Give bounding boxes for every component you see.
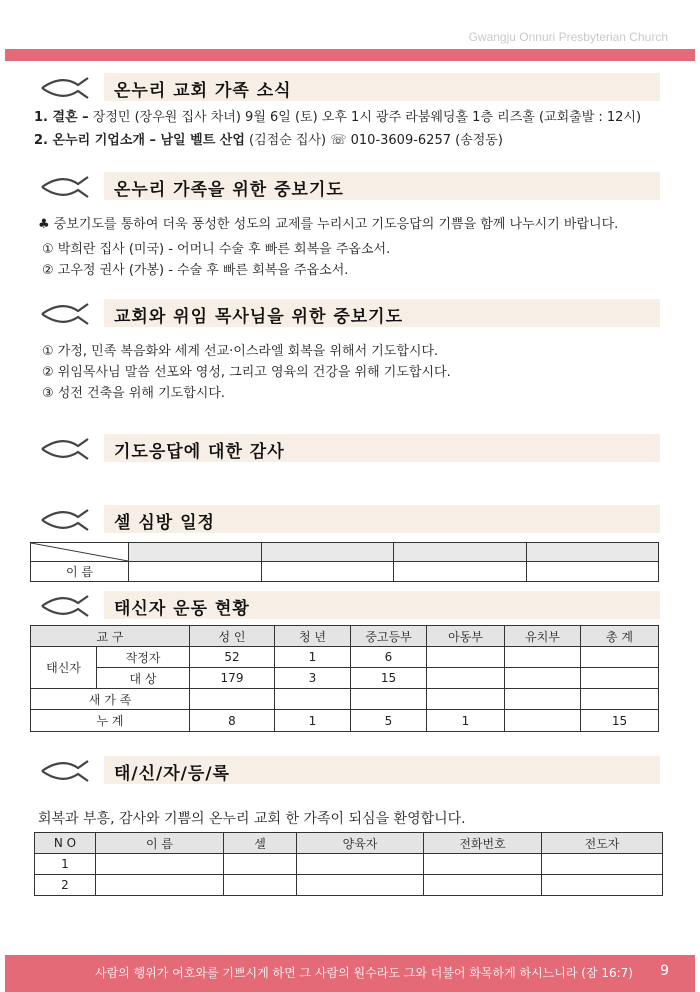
- table-cell: [427, 647, 505, 668]
- table-cell: 15: [581, 710, 659, 732]
- intercession-item: ① 박희란 집사 (미국) - 어머니 수술 후 빠른 회복을 주옵소서.: [42, 242, 391, 257]
- table-cell: [526, 543, 659, 562]
- section-header-cell-visit: [40, 505, 660, 533]
- table-cell: 1: [427, 710, 505, 732]
- table-cell: [427, 668, 505, 689]
- footer-verse: 사람의 행위가 여호와를 기쁘시게 하면 그 사람의 원수라도 그와 더불어 화목하게 하시느니라 (잠 16:7): [95, 966, 633, 980]
- group-label: 태신자: [31, 647, 97, 689]
- table-cell: [581, 689, 659, 710]
- header-cell: 유치부: [505, 626, 581, 647]
- header-cell: 전화번호: [424, 833, 542, 854]
- table-cell: [261, 562, 394, 582]
- section-header-church-prayer: [40, 299, 660, 327]
- row-label: 대 상: [97, 668, 190, 689]
- table-cell: [394, 543, 527, 562]
- table-cell: [526, 562, 659, 582]
- church-name: Gwangju Onnuri Presbyterian Church: [468, 30, 668, 44]
- evangelism-table: [30, 625, 659, 732]
- table-cell: [505, 689, 581, 710]
- registration-table: [34, 832, 663, 896]
- fish-icon: [40, 436, 92, 462]
- family-news-item-1: 1. 결혼 – 장정민 (장우원 집사 차녀) 9월 6일 (토) 오후 1시 광주 라붐웨딩홀 1층 리즈홀 (교회출발 : 12시): [34, 110, 642, 125]
- top-accent-bar: [5, 49, 695, 61]
- section-title: 셀 심방 일정: [114, 513, 215, 533]
- table-cell: [351, 689, 427, 710]
- table-cell: [224, 875, 297, 896]
- table-cell: 179: [190, 668, 275, 689]
- section-header-evangelism: [40, 591, 660, 619]
- section-header-thanks: [40, 434, 660, 462]
- row-label: 새 가 족: [31, 689, 190, 710]
- fish-icon: [40, 174, 92, 200]
- header-cell: 양육자: [297, 833, 424, 854]
- section-title: 온누리 교회 가족 소식: [114, 81, 292, 101]
- table-cell: 1: [275, 647, 351, 668]
- table-cell: 1: [275, 710, 351, 732]
- church-prayer-item: ① 가정, 민족 복음화와 세계 선교·이스라엘 회복을 위해서 기도합시다.: [42, 344, 439, 359]
- table-cell: [424, 854, 542, 875]
- table-cell: 52: [190, 647, 275, 668]
- header-cell: 아동부: [427, 626, 505, 647]
- intercession-intro: ♣ 중보기도를 통하여 더욱 풍성한 성도의 교제를 누리시고 기도응답의 기쁨을 함께 나누시기 바랍니다.: [38, 217, 619, 232]
- table-cell: 15: [351, 668, 427, 689]
- row-number: 2: [35, 875, 96, 896]
- table-cell: [297, 875, 424, 896]
- header-cell: N O: [35, 833, 96, 854]
- table-cell: [542, 875, 663, 896]
- section-header-intercession: [40, 172, 660, 200]
- table-cell: [129, 543, 262, 562]
- header-cell: 성 인: [190, 626, 275, 647]
- fish-icon: [40, 507, 92, 533]
- table-cell: [96, 875, 224, 896]
- table-cell: 8: [190, 710, 275, 732]
- section-title: 태/신/자/등/록: [114, 764, 230, 784]
- family-news-item-2: 2. 온누리 기업소개 – 남일 벨트 산업 (김점순 집사) ☏ 010-3609-6257 (송정동): [34, 133, 503, 148]
- table-cell: [581, 668, 659, 689]
- table-cell: [297, 854, 424, 875]
- header-cell: 중고등부: [351, 626, 427, 647]
- table-cell: [129, 562, 262, 582]
- table-cell: [427, 689, 505, 710]
- table-cell: [96, 854, 224, 875]
- section-header-family-news: [40, 73, 660, 101]
- registration-welcome: 회복과 부흥, 감사와 기쁨의 온누리 교회 한 가족이 되심을 환영합니다.: [38, 811, 466, 827]
- diagonal-cell: [31, 543, 129, 562]
- table-cell: 3: [275, 668, 351, 689]
- section-header-registration: [40, 756, 660, 784]
- section-title: 교회와 위임 목사님을 위한 중보기도: [114, 307, 404, 327]
- fish-icon: [40, 75, 92, 101]
- table-cell: [261, 543, 394, 562]
- row-label: 누 계: [31, 710, 190, 732]
- header-cell: 이 름: [96, 833, 224, 854]
- table-cell: [542, 854, 663, 875]
- intercession-item: ② 고우정 권사 (가봉) - 수술 후 빠른 회복을 주옵소서.: [42, 263, 349, 278]
- table-cell: [505, 647, 581, 668]
- fish-icon: [40, 758, 92, 784]
- name-label: 이 름: [31, 562, 129, 582]
- header-cell: 청 년: [275, 626, 351, 647]
- fish-icon: [40, 593, 92, 619]
- section-title: 태신자 운동 현황: [114, 599, 250, 619]
- header-cell: 교 구: [31, 626, 190, 647]
- table-cell: [581, 647, 659, 668]
- fish-icon: [40, 301, 92, 327]
- cell-visit-table: [30, 542, 659, 582]
- header-cell: 전도자: [542, 833, 663, 854]
- church-prayer-item: ② 위임목사님 말씀 선포와 영성, 그리고 영육의 건강을 위해 기도합시다.: [42, 365, 451, 380]
- section-title: 온누리 가족을 위한 중보기도: [114, 180, 344, 200]
- footer-bar: [5, 955, 695, 992]
- row-number: 1: [35, 854, 96, 875]
- section-title: 기도응답에 대한 감사: [114, 442, 285, 462]
- table-cell: 5: [351, 710, 427, 732]
- table-cell: [275, 689, 351, 710]
- table-cell: [224, 854, 297, 875]
- table-cell: [505, 710, 581, 732]
- table-cell: 6: [351, 647, 427, 668]
- header-cell: 셀: [224, 833, 297, 854]
- table-cell: [394, 562, 527, 582]
- table-cell: [190, 689, 275, 710]
- header-cell: 총 계: [581, 626, 659, 647]
- row-label: 작정자: [97, 647, 190, 668]
- table-cell: [424, 875, 542, 896]
- table-cell: [505, 668, 581, 689]
- page-number: 9: [660, 963, 669, 979]
- church-prayer-item: ③ 성전 건축을 위해 기도합시다.: [42, 386, 226, 401]
